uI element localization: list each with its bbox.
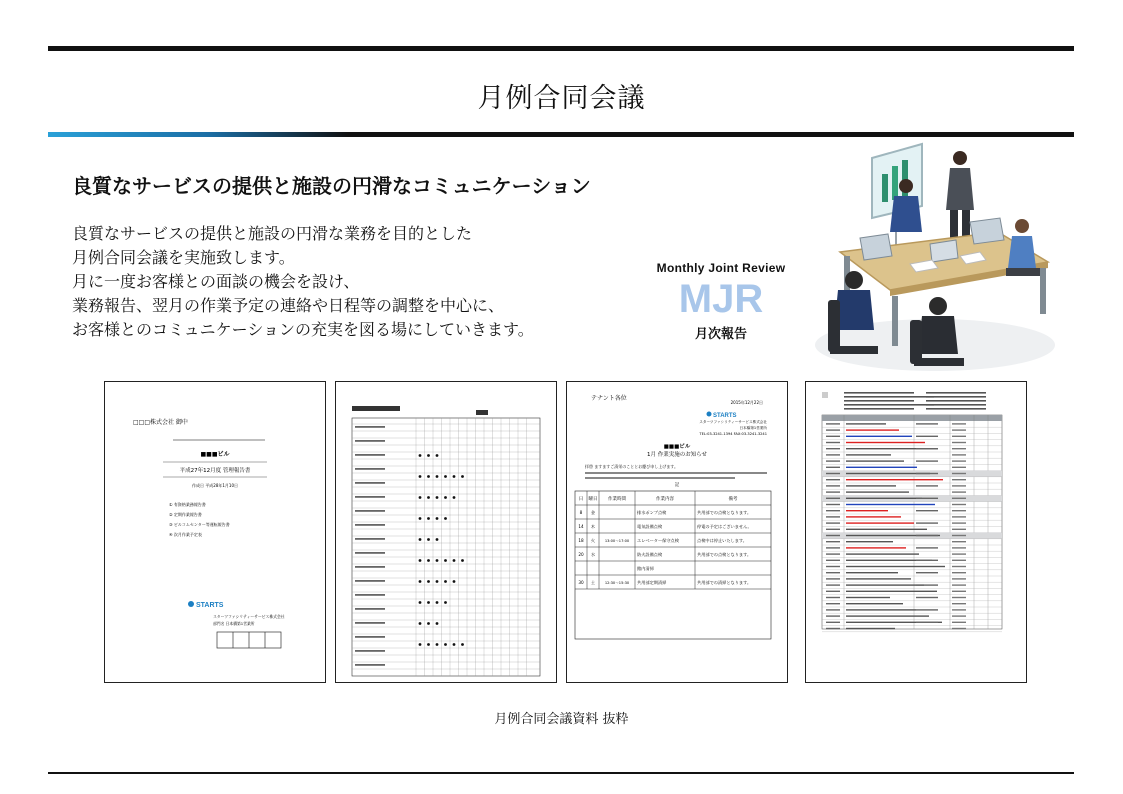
log-header-line bbox=[926, 404, 986, 406]
log-cell-text bbox=[952, 560, 966, 561]
log-cell-text bbox=[826, 436, 840, 437]
doc1-toc-item: ① 有資格業務報告書 bbox=[169, 502, 206, 507]
grid-mark bbox=[419, 559, 422, 562]
grid-mark bbox=[427, 559, 430, 562]
log-header-line bbox=[844, 408, 914, 410]
doc1-company: スターツファシリティーサービス株式会社 bbox=[213, 614, 285, 619]
notice-table-cell: 館内清掃 bbox=[637, 566, 654, 571]
notice-table-cell: 30 bbox=[578, 580, 584, 585]
notice-table-cell: 18 bbox=[578, 538, 584, 543]
log-cell-text bbox=[826, 504, 840, 505]
notice-table-cell: 12:30～15:30 bbox=[604, 581, 630, 585]
log-cell-text bbox=[826, 429, 840, 430]
log-cell-text bbox=[846, 603, 903, 604]
notice-table-cell: 8 bbox=[579, 510, 583, 515]
page-title: 月例合同会議 bbox=[477, 83, 646, 114]
log-cell-text bbox=[952, 522, 966, 523]
grid-mark bbox=[444, 559, 447, 562]
grid-mark bbox=[436, 454, 439, 457]
log-cell-text bbox=[952, 479, 966, 480]
log-cell-text bbox=[846, 529, 927, 530]
grid-mark bbox=[461, 475, 464, 478]
log-table-header bbox=[822, 415, 1002, 421]
grid-mark bbox=[427, 580, 430, 583]
log-header-line bbox=[844, 396, 934, 398]
log-cell-text bbox=[952, 516, 966, 517]
log-cell-text bbox=[952, 603, 966, 604]
notice-table-cell: 共用部での清掃となります。 bbox=[697, 580, 752, 585]
log-cell-text bbox=[846, 491, 909, 492]
grid-row-label bbox=[355, 608, 385, 610]
log-cell-text bbox=[846, 547, 906, 548]
log-cell-text bbox=[846, 615, 929, 616]
mjr-abbreviation: MJR bbox=[678, 277, 764, 321]
document-thumbnail-schedule-grid bbox=[335, 381, 557, 683]
log-header-line bbox=[926, 400, 986, 402]
caption: 月例合同会議資料 抜粋 bbox=[494, 712, 629, 727]
grid-row-label bbox=[355, 524, 385, 526]
log-cell-text bbox=[826, 591, 840, 592]
log-header-line bbox=[926, 392, 986, 394]
grid-mark bbox=[461, 643, 464, 646]
log-cell-text bbox=[916, 510, 938, 511]
log-cell-text bbox=[952, 460, 966, 461]
log-cell-text bbox=[826, 535, 840, 536]
log-cell-text bbox=[826, 603, 840, 604]
document-thumbnail-issue-log bbox=[805, 381, 1027, 683]
grid-mark bbox=[427, 496, 430, 499]
document-thumbnail-work-notice bbox=[566, 381, 788, 683]
log-cell-text bbox=[846, 584, 924, 585]
notice-table-cell: 13:00～17:00 bbox=[604, 539, 630, 543]
log-cell-text bbox=[846, 597, 890, 598]
notice-header-cell: 曜日 bbox=[588, 497, 598, 502]
log-cell-text bbox=[846, 485, 896, 486]
grid-mark bbox=[453, 643, 456, 646]
log-cell-text bbox=[952, 473, 966, 474]
notice-header-cell: 作業内容 bbox=[656, 497, 674, 502]
log-cell-text bbox=[846, 460, 904, 461]
notice-table-cell: 木 bbox=[590, 524, 596, 529]
log-cell-text bbox=[952, 584, 966, 585]
grid-mark bbox=[453, 559, 456, 562]
grid-mark bbox=[453, 496, 456, 499]
log-header-line bbox=[844, 392, 914, 394]
notice-header-cell: 作業時間 bbox=[608, 497, 626, 502]
notice-table-cell: 共用部での点検となります。 bbox=[697, 510, 752, 515]
log-cell-text bbox=[846, 522, 914, 523]
mjr-english: Monthly Joint Review bbox=[656, 261, 786, 275]
log-cell-text bbox=[952, 510, 966, 511]
starts-logo-icon bbox=[188, 601, 194, 607]
body-text bbox=[72, 222, 534, 342]
log-cell-text bbox=[846, 609, 916, 610]
log-cell-text bbox=[826, 522, 840, 523]
grid-row-label bbox=[355, 440, 385, 442]
doc1-date: 作成日 平成28年1月10日 bbox=[192, 483, 238, 488]
log-cell-text bbox=[846, 516, 901, 517]
grid-mark bbox=[419, 580, 422, 583]
doc3-notice-title: 1月 作業実施のお知らせ bbox=[646, 452, 708, 458]
log-cell-text bbox=[952, 485, 966, 486]
log-cell-text bbox=[826, 560, 840, 561]
doc1-toc-item: ④ 次月作業予定表 bbox=[169, 532, 202, 537]
grid-row-label bbox=[355, 496, 385, 498]
log-cell-text bbox=[826, 597, 840, 598]
log-cell-text bbox=[826, 473, 840, 474]
grid-row-label bbox=[355, 552, 385, 554]
top-rule bbox=[48, 46, 1074, 51]
log-cell-text bbox=[826, 628, 840, 629]
log-cell-text bbox=[952, 467, 966, 468]
grid-mark bbox=[444, 496, 447, 499]
doc3-greeting: 拝啓 ますますご清栄のこととお慶び申し上げます。 bbox=[585, 464, 678, 469]
notice-table-cell: 共用部での点検となります。 bbox=[697, 552, 752, 557]
log-cell-text bbox=[916, 572, 938, 573]
body-line: 良質なサービスの提供と施設の円滑な業務を目的とした bbox=[72, 224, 473, 243]
body-line: 業務報告、翌月の作業予定の連絡や日程等の調整を中心に、 bbox=[72, 296, 505, 315]
log-cell-text bbox=[826, 485, 840, 486]
notice-table-cell: 共用部定期清掃 bbox=[637, 580, 667, 585]
grid-mark bbox=[427, 454, 430, 457]
log-cell-text bbox=[952, 535, 966, 536]
log-cell-text bbox=[846, 467, 917, 468]
log-cell-text bbox=[952, 553, 966, 554]
grid-mark bbox=[444, 601, 447, 604]
bottom-rule bbox=[48, 772, 1074, 774]
log-cell-text bbox=[952, 442, 966, 443]
notice-table-cell: 14 bbox=[578, 524, 584, 529]
log-cell-text bbox=[846, 566, 945, 567]
log-cell-text bbox=[952, 578, 966, 579]
log-cell-text bbox=[826, 578, 840, 579]
mjr-japanese: 月次報告 bbox=[694, 327, 747, 342]
log-cell-text bbox=[952, 628, 966, 629]
notice-table-cell: エレベーター保守点検 bbox=[637, 538, 679, 543]
grid-row-label bbox=[355, 468, 385, 470]
grid-row-label bbox=[355, 650, 385, 652]
log-cell-text bbox=[952, 615, 966, 616]
body-line: 月に一度お客様との面談の機会を設け、 bbox=[72, 272, 360, 291]
log-cell-text bbox=[952, 622, 966, 623]
log-cell-text bbox=[916, 436, 938, 437]
doc1-toc-item: ③ ビルコムセンター等運転報告書 bbox=[169, 522, 230, 527]
log-cell-text bbox=[826, 510, 840, 511]
title-rule bbox=[48, 132, 1074, 137]
grid-mark bbox=[436, 538, 439, 541]
grid-mark bbox=[427, 601, 430, 604]
grid-row-label bbox=[355, 454, 385, 456]
log-cell-text bbox=[916, 560, 938, 561]
log-cell-text bbox=[826, 498, 840, 499]
log-cell-text bbox=[846, 572, 898, 573]
log-cell-text bbox=[952, 454, 966, 455]
log-cell-text bbox=[916, 473, 938, 474]
log-cell-text bbox=[826, 479, 840, 480]
notice-table-cell: 土 bbox=[590, 580, 596, 585]
log-cell-text bbox=[846, 553, 919, 554]
grid-mark bbox=[427, 517, 430, 520]
grid-row-label bbox=[355, 580, 385, 582]
doc3-ki: 記 bbox=[674, 483, 680, 488]
log-cell-text bbox=[952, 491, 966, 492]
log-cell-text bbox=[826, 491, 840, 492]
notice-table-cell: 火 bbox=[590, 538, 596, 543]
log-cell-text bbox=[916, 609, 938, 610]
notice-table-cell: 点検中は停止いたします。 bbox=[697, 538, 747, 543]
grid-mark bbox=[419, 601, 422, 604]
notice-table-cell: 水 bbox=[590, 552, 596, 557]
grid-mark bbox=[444, 580, 447, 583]
grid-mark bbox=[436, 601, 439, 604]
grid-mark bbox=[427, 538, 430, 541]
notice-table-cell: 防火設備点検 bbox=[637, 552, 663, 557]
log-cell-text bbox=[952, 572, 966, 573]
log-header-line bbox=[926, 396, 986, 398]
grid-mark bbox=[453, 580, 456, 583]
log-cell-text bbox=[826, 442, 840, 443]
doc1-dept: 部門名 日本橋第1営業所 bbox=[213, 621, 255, 626]
log-cell-text bbox=[826, 541, 840, 542]
log-cell-text bbox=[846, 454, 891, 455]
grid-mark bbox=[444, 517, 447, 520]
mjr-logo bbox=[646, 261, 796, 342]
notice-table-cell: 排水ポンプ点検 bbox=[637, 510, 667, 515]
log-cell-text bbox=[826, 547, 840, 548]
body-line: お客様とのコミュニケーションの充実を図る場にしていきます。 bbox=[72, 320, 534, 339]
grid-mark bbox=[436, 559, 439, 562]
grid-mark bbox=[436, 622, 439, 625]
log-cell-text bbox=[826, 423, 840, 424]
doc1-logo: STARTS bbox=[196, 602, 224, 609]
log-cell-text bbox=[916, 485, 938, 486]
log-cell-text bbox=[916, 597, 938, 598]
log-cell-text bbox=[846, 429, 899, 430]
grid-row-label bbox=[355, 426, 385, 428]
doc3-logo: STARTS bbox=[713, 413, 737, 419]
notice-table-cell: 20 bbox=[578, 552, 584, 557]
grid-mark bbox=[419, 454, 422, 457]
grid-row-label bbox=[355, 594, 385, 596]
log-cell-text bbox=[916, 460, 938, 461]
log-header-line bbox=[844, 400, 914, 402]
grid-row-label bbox=[355, 566, 385, 568]
grid-mark bbox=[427, 475, 430, 478]
schedule-grid bbox=[336, 382, 556, 682]
log-cell-text bbox=[952, 591, 966, 592]
log-cell-text bbox=[916, 423, 938, 424]
log-cell-text bbox=[916, 498, 938, 499]
grid-mark bbox=[419, 475, 422, 478]
grid-mark bbox=[427, 643, 430, 646]
log-cell-text bbox=[916, 584, 938, 585]
log-cell-text bbox=[826, 609, 840, 610]
log-cell-text bbox=[952, 423, 966, 424]
grid-mark bbox=[419, 643, 422, 646]
meeting-illustration bbox=[810, 140, 1060, 372]
log-cell-text bbox=[916, 622, 938, 623]
grid-row-label bbox=[355, 482, 385, 484]
grid-mark bbox=[436, 496, 439, 499]
grid-row-label bbox=[355, 510, 385, 512]
log-cell-text bbox=[826, 615, 840, 616]
log-cell-text bbox=[952, 597, 966, 598]
log-cell-text bbox=[826, 448, 840, 449]
log-cell-text bbox=[846, 436, 912, 437]
grid-mark bbox=[419, 517, 422, 520]
doc3-to: テナント各位 bbox=[591, 395, 627, 402]
grid-mark bbox=[453, 475, 456, 478]
log-cell-text bbox=[952, 547, 966, 548]
grid-row-label bbox=[355, 664, 385, 666]
grid-mark bbox=[419, 496, 422, 499]
doc1-toc-item: ② 定期作業報告書 bbox=[169, 512, 202, 517]
log-cell-text bbox=[826, 516, 840, 517]
grid-mark bbox=[419, 622, 422, 625]
doc3-company: スターツファシリティーサービス株式会社 bbox=[699, 420, 767, 424]
log-cell-text bbox=[826, 460, 840, 461]
doc3-building: ■■■ビル bbox=[663, 444, 691, 450]
body-line: 月例合同会議を実施致します。 bbox=[72, 248, 295, 267]
document-thumbnail-report-cover bbox=[104, 381, 326, 683]
log-header-box bbox=[822, 392, 828, 398]
log-cell-text bbox=[826, 584, 840, 585]
grid-mark bbox=[444, 475, 447, 478]
log-cell-text bbox=[846, 479, 943, 480]
log-cell-text bbox=[826, 553, 840, 554]
log-cell-text bbox=[846, 578, 911, 579]
log-cell-text bbox=[826, 622, 840, 623]
log-cell-text bbox=[952, 541, 966, 542]
grid-row-label bbox=[355, 622, 385, 624]
log-cell-text bbox=[952, 529, 966, 530]
log-cell-text bbox=[952, 436, 966, 437]
grid-mark bbox=[436, 517, 439, 520]
log-header-line bbox=[844, 404, 934, 406]
log-cell-text bbox=[952, 429, 966, 430]
log-cell-text bbox=[952, 498, 966, 499]
log-cell-text bbox=[952, 609, 966, 610]
notice-table-cell: 停電の予定はございません。 bbox=[697, 524, 752, 529]
grid-row-label bbox=[355, 538, 385, 540]
doc3-date: 2015年12月22日 bbox=[730, 400, 763, 405]
log-cell-text bbox=[952, 448, 966, 449]
log-cell-text bbox=[826, 572, 840, 573]
log-cell-text bbox=[846, 510, 888, 511]
log-cell-text bbox=[846, 628, 895, 629]
doc1-report-title: 平成27年12月度 管理報告書 bbox=[179, 468, 251, 474]
grid-mark bbox=[436, 475, 439, 478]
grid-mark bbox=[444, 643, 447, 646]
notice-header-cell: 日 bbox=[578, 497, 584, 502]
headline: 良質なサービスの提供と施設の円滑なコミュニケーション bbox=[72, 174, 591, 198]
grid-mark bbox=[419, 538, 422, 541]
log-cell-text bbox=[826, 454, 840, 455]
log-cell-text bbox=[846, 504, 935, 505]
doc3-office: 日本橋第1営業所 bbox=[739, 426, 767, 430]
log-cell-text bbox=[846, 423, 886, 424]
doc1-addressee: □□□株式会社 御中 bbox=[133, 419, 188, 426]
log-cell-text bbox=[826, 467, 840, 468]
notice-table-cell: 電気設備点検 bbox=[637, 524, 663, 529]
notice-table-cell: 金 bbox=[590, 510, 596, 515]
log-cell-text bbox=[916, 448, 938, 449]
doc3-tel: TEL:03-3241-1394 FAX:03-3241-3241 bbox=[699, 432, 767, 436]
starts-logo-icon bbox=[707, 412, 712, 417]
log-header-line bbox=[926, 408, 986, 410]
notice-header-cell: 備考 bbox=[728, 497, 738, 502]
log-cell-text bbox=[826, 529, 840, 530]
grid-row-label bbox=[355, 636, 385, 638]
log-cell-text bbox=[846, 591, 937, 592]
doc1-building: ■■■ビル bbox=[200, 451, 230, 458]
grid-mark bbox=[436, 643, 439, 646]
grid-mark bbox=[436, 580, 439, 583]
grid-mark bbox=[427, 622, 430, 625]
log-cell-text bbox=[846, 498, 922, 499]
log-cell-text bbox=[916, 522, 938, 523]
log-cell-text bbox=[826, 566, 840, 567]
log-cell-text bbox=[846, 442, 925, 443]
log-cell-text bbox=[952, 566, 966, 567]
log-cell-text bbox=[846, 541, 893, 542]
log-cell-text bbox=[952, 504, 966, 505]
log-cell-text bbox=[916, 547, 938, 548]
grid-mark bbox=[461, 559, 464, 562]
log-cell-text bbox=[916, 535, 938, 536]
